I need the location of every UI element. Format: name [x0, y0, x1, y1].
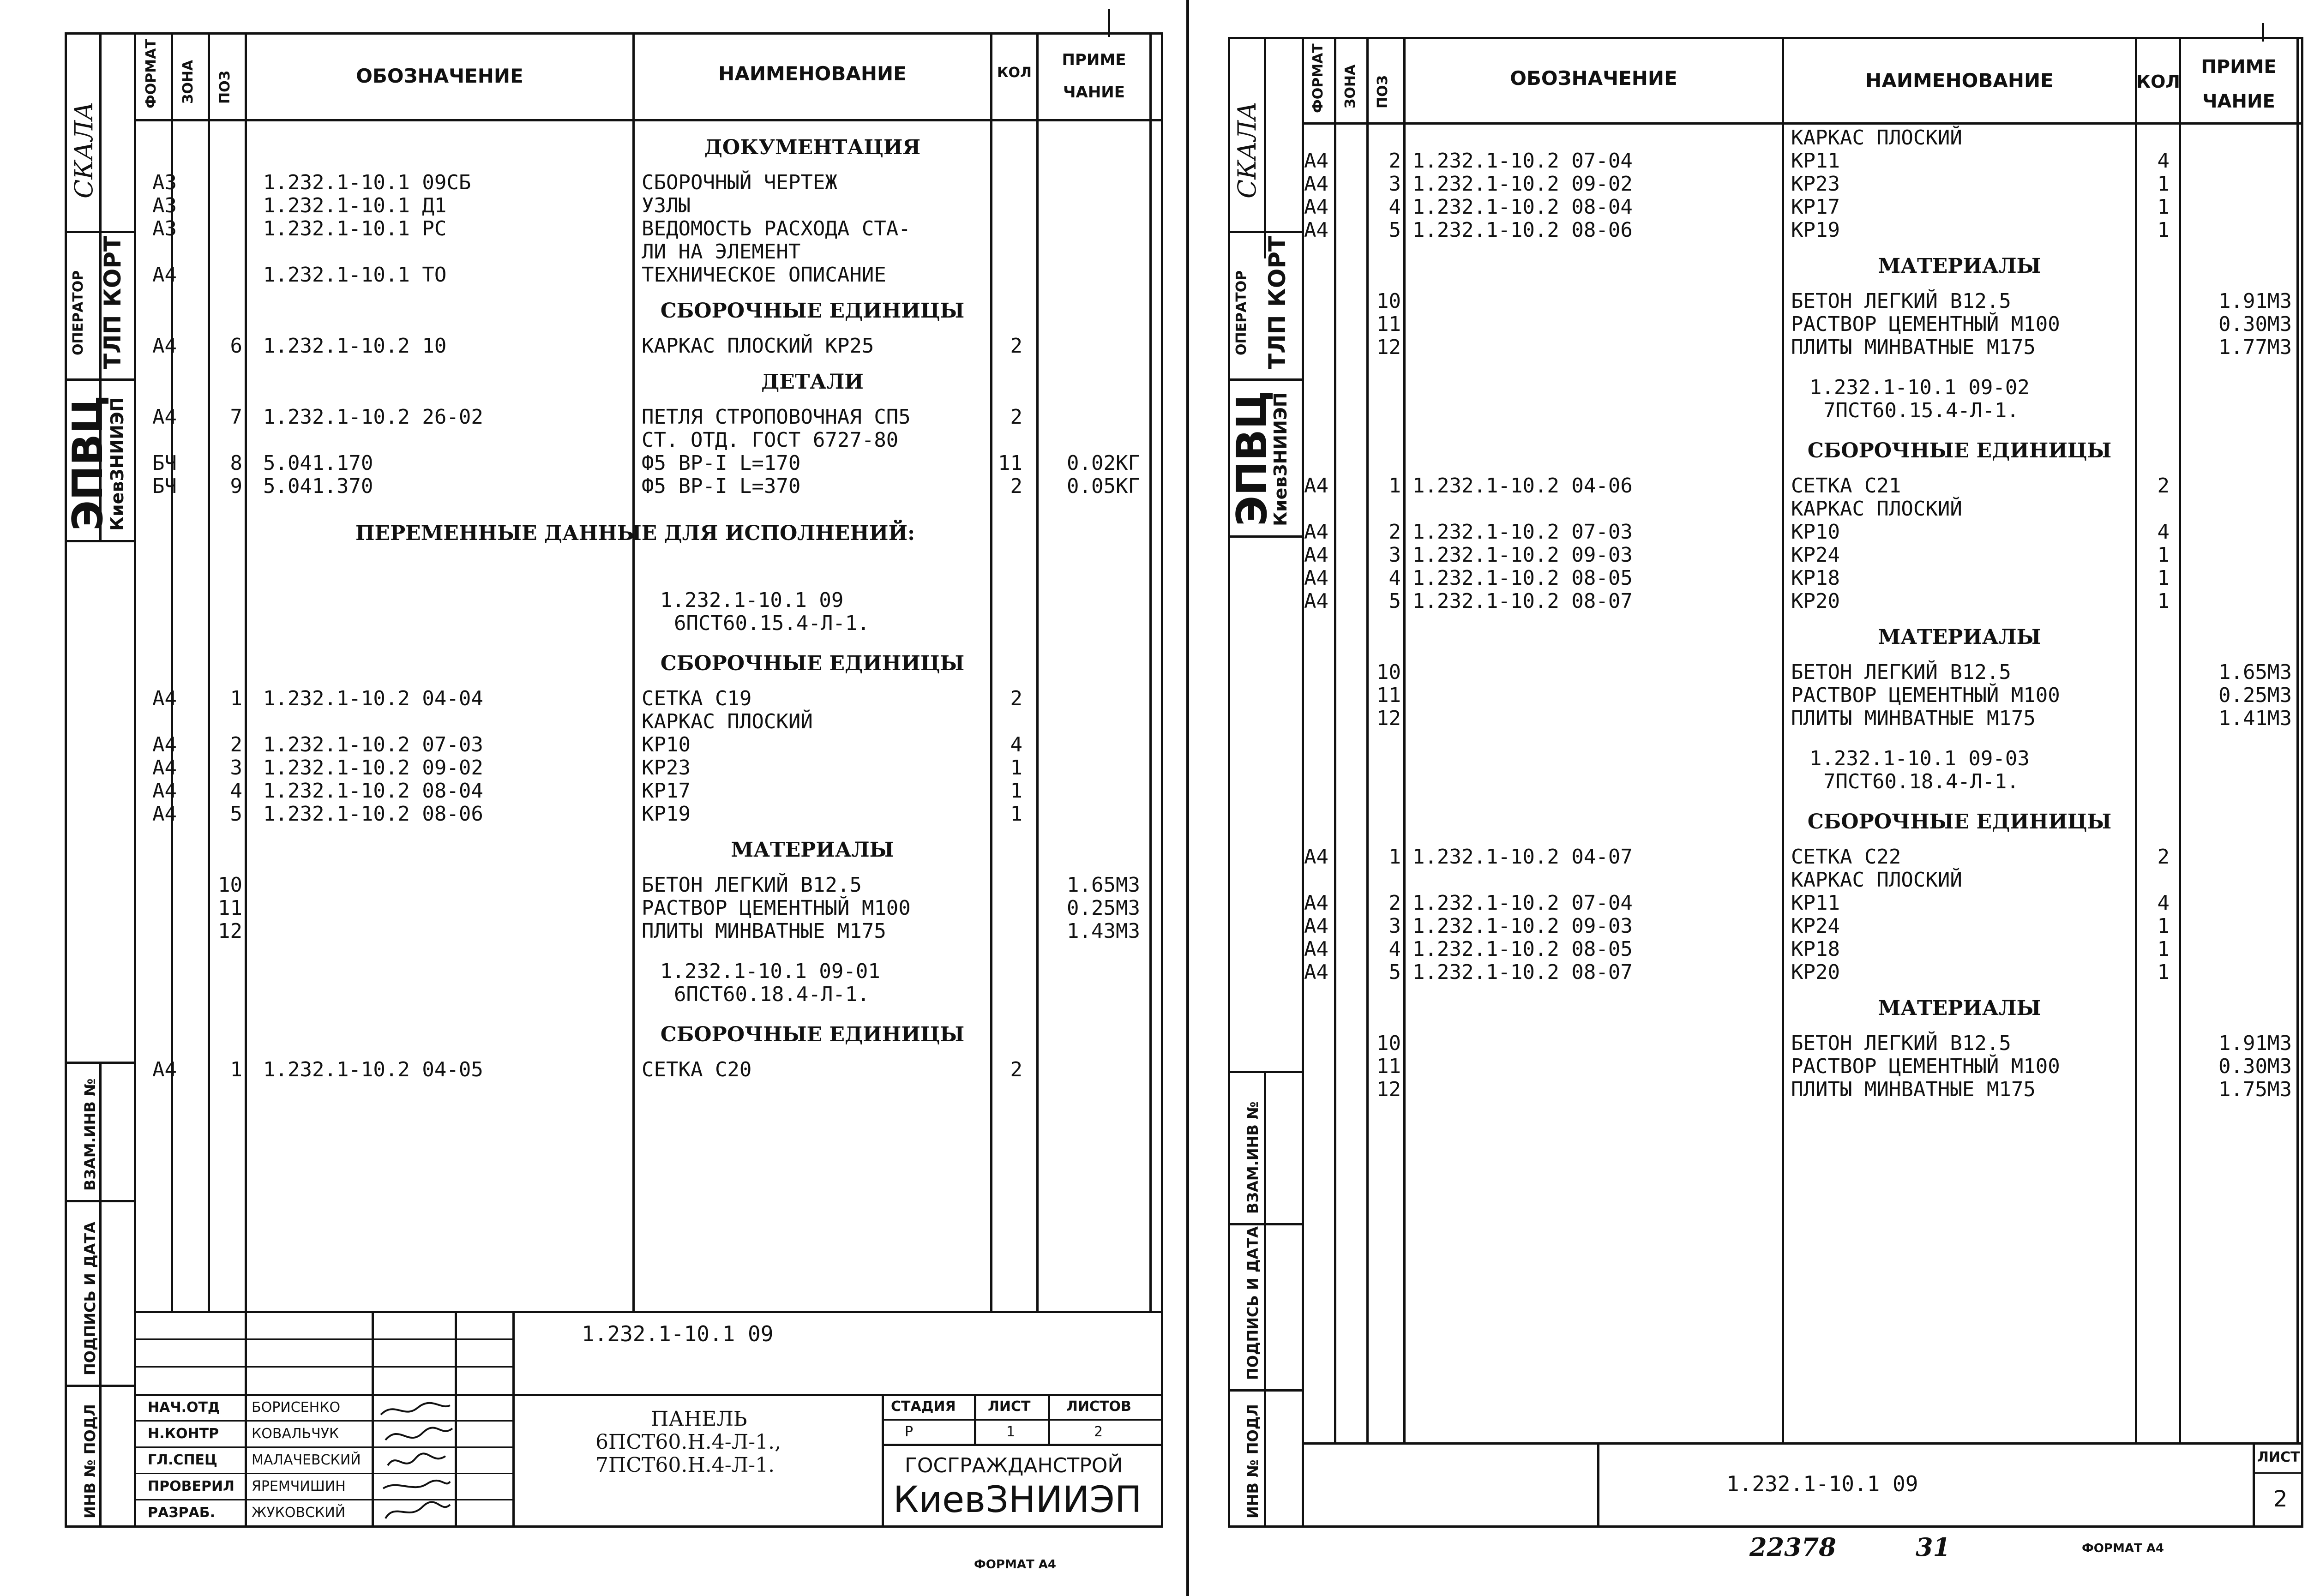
- right-tlp-label: ТЛП КОРТ: [1264, 235, 1291, 369]
- pos-cell: 12: [1376, 336, 1401, 359]
- designation-cell: 1.232.1-10.2 10: [263, 334, 447, 358]
- qty-cell: 1: [2157, 589, 2170, 613]
- qty-cell: 2: [1010, 474, 1022, 498]
- qty-cell: 1: [2157, 937, 2170, 961]
- pos-cell: 1: [230, 687, 242, 710]
- pos-cell: 5: [1388, 960, 1401, 984]
- right-header-qty: КОЛ: [2136, 72, 2180, 92]
- name-cell: Ф5 ВР-I L=170: [642, 451, 801, 475]
- designation-cell: 1.232.1-10.2 09-03: [1412, 914, 1633, 938]
- qty-cell: 2: [2157, 474, 2170, 498]
- name-cell: КР10: [642, 733, 691, 756]
- variant-line1: 1.232.1-10.1 09: [660, 588, 844, 612]
- section-heading: СБОРОЧНЫЕ ЕДИНИЦЫ: [660, 652, 965, 675]
- format-cell: А4: [152, 779, 177, 803]
- name-cell: КР20: [1791, 589, 1840, 613]
- format-cell: А4: [152, 263, 177, 287]
- format-cell: А4: [1304, 218, 1328, 242]
- designation-cell: 1.232.1-10.2 08-04: [1412, 195, 1633, 219]
- qty-cell: 2: [1010, 405, 1022, 429]
- pos-cell: 5: [1388, 218, 1401, 242]
- name-cell: ПЕТЛЯ СТРОПОВОЧНАЯ СП5: [642, 405, 911, 429]
- qty-cell: 1: [2157, 566, 2170, 590]
- pos-cell: 2: [1388, 891, 1401, 915]
- pos-cell: 10: [1376, 660, 1401, 684]
- format-cell: А4: [152, 687, 177, 710]
- right-header-pos: ПОЗ: [1375, 75, 1391, 108]
- qty-cell: 4: [2157, 891, 2170, 915]
- designation-cell: 5.041.170: [263, 451, 373, 475]
- format-cell: А3: [152, 171, 177, 194]
- name-cell: КАРКАС ПЛОСКИЙ: [1791, 868, 1962, 892]
- name-cell: РАСТВОР ЦЕМЕНТНЫЙ М100: [642, 896, 911, 920]
- pos-cell: 3: [1388, 543, 1401, 567]
- name-cell: ТЕХНИЧЕСКОЕ ОПИСАНИЕ: [642, 263, 886, 287]
- designation-cell: 1.232.1-10.2 08-06: [1412, 218, 1633, 242]
- note-cell: 1.43М3: [1067, 919, 1140, 943]
- format-cell: А4: [152, 405, 177, 429]
- pos-cell: 10: [1376, 1032, 1401, 1055]
- name-2: КОВАЛЬЧУК: [252, 1426, 339, 1442]
- section-heading: ДЕТАЛИ: [761, 370, 864, 394]
- header-designation: ОБОЗНАЧЕНИЕ: [356, 65, 523, 87]
- format-cell: А4: [1304, 845, 1328, 869]
- pos-cell: 11: [218, 896, 242, 920]
- format-cell: БЧ: [152, 474, 177, 498]
- epvc-label: ЭПВЦ: [64, 395, 112, 531]
- left-format-label: ФОРМАТ А4: [974, 1558, 1056, 1572]
- name-cell: КР19: [1791, 218, 1840, 242]
- section-heading: МАТЕРИАЛЫ: [1878, 996, 2041, 1020]
- format-cell: А4: [152, 334, 177, 358]
- name-cell: КР20: [1791, 960, 1840, 984]
- right-header-name: НАИМЕНОВАНИЕ: [1865, 69, 2054, 92]
- format-cell: А4: [1304, 172, 1328, 196]
- podpis-label: ПОДПИСЬ И ДАТА: [81, 1222, 99, 1375]
- pos-cell: 1: [1388, 845, 1401, 869]
- name-5: ЖУКОВСКИЙ: [252, 1505, 346, 1521]
- note-cell: 0.25М3: [1067, 896, 1140, 920]
- designation-cell: 1.232.1-10.2 08-07: [1412, 960, 1633, 984]
- name-cell: КР10: [1791, 520, 1840, 544]
- section-heading: МАТЕРИАЛЫ: [1878, 625, 2041, 649]
- right-inv-label: ИНВ № ПОДЛ: [1244, 1404, 1262, 1518]
- name-cell: БЕТОН ЛЕГКИЙ В12.5: [642, 873, 862, 897]
- product-line-2: 6ПСТ60.Н.4-Л-1.,: [595, 1430, 781, 1454]
- pos-cell: 2: [1388, 520, 1401, 544]
- archive-number: 22378: [1749, 1532, 1836, 1562]
- designation-cell: 1.232.1-10.2 08-07: [1412, 589, 1633, 613]
- qty-cell: 1: [2157, 543, 2170, 567]
- qty-cell: 4: [1010, 733, 1022, 756]
- qty-cell: 2: [2157, 845, 2170, 869]
- name-cell: РАСТВОР ЦЕМЕНТНЫЙ М100: [1791, 1055, 2060, 1078]
- qty-cell: 1: [2157, 172, 2170, 196]
- pos-cell: 3: [1388, 914, 1401, 938]
- right-podpis-label: ПОДПИСЬ И ДАТА: [1244, 1226, 1262, 1380]
- role-3: ГЛ.СПЕЦ: [148, 1452, 217, 1468]
- tlp-label: ТЛП КОРТ: [99, 235, 126, 369]
- header-name: НАИМЕНОВАНИЕ: [718, 62, 907, 85]
- note-cell: 0.30М3: [2218, 1055, 2292, 1078]
- section-heading: СБОРОЧНЫЕ ЕДИНИЦЫ: [660, 299, 965, 323]
- name-cell: РАСТВОР ЦЕМЕНТНЫЙ М100: [1791, 312, 2060, 336]
- pos-cell: 2: [230, 733, 242, 756]
- sheets-label: ЛИСТОВ: [1066, 1398, 1131, 1415]
- variant-line1: 1.232.1-10.1 09-01: [660, 960, 880, 983]
- note-cell: 1.41М3: [2218, 707, 2292, 730]
- pos-cell: 12: [1376, 707, 1401, 730]
- skala-label: СКАЛА: [69, 102, 98, 198]
- name-3: МАЛАЧЕВСКИЙ: [252, 1452, 361, 1468]
- right-header-format: ФОРМАТ: [1310, 43, 1326, 113]
- qty-cell: 2: [1010, 334, 1022, 358]
- format-cell: А4: [1304, 589, 1328, 613]
- designation-cell: 1.232.1-10.1 РС: [263, 217, 447, 240]
- right-header-zone: ЗОНА: [1342, 64, 1358, 108]
- sheet-label: ЛИСТ: [988, 1398, 1031, 1415]
- name-cell: ПЛИТЫ МИНВАТНЫЕ М175: [1791, 707, 2036, 730]
- name-cell: КР23: [642, 756, 691, 780]
- name-cell: ПЛИТЫ МИНВАТНЫЕ М175: [642, 919, 886, 943]
- format-cell: А3: [152, 194, 177, 217]
- format-cell: А3: [152, 217, 177, 240]
- pos-cell: 10: [1376, 289, 1401, 313]
- format-cell: А4: [1304, 149, 1328, 173]
- pos-cell: 11: [1376, 312, 1401, 336]
- variant-line1: 1.232.1-10.1 09-03: [1809, 747, 2030, 770]
- name-cell: БЕТОН ЛЕГКИЙ В12.5: [1791, 289, 2011, 313]
- designation-cell: 1.232.1-10.2 07-03: [263, 733, 483, 756]
- right-skala-label: СКАЛА: [1232, 102, 1262, 198]
- section-heading: СБОРОЧНЫЕ ЕДИНИЦЫ: [1807, 439, 2112, 462]
- name-cell: Ф5 ВР-I L=370: [642, 474, 801, 498]
- qty-cell: 1: [1010, 779, 1022, 803]
- qty-cell: 1: [1010, 802, 1022, 826]
- name-4: ЯРЕМЧИШИН: [252, 1478, 346, 1494]
- name-cell: КР19: [642, 802, 691, 826]
- pos-cell: 2: [1388, 149, 1401, 173]
- designation-cell: 1.232.1-10.1 ТО: [263, 263, 447, 287]
- product-name: ПАНЕЛЬ: [651, 1407, 747, 1431]
- pos-cell: 10: [218, 873, 242, 897]
- format-cell: БЧ: [152, 451, 177, 475]
- designation-cell: 1.232.1-10.2 04-04: [263, 687, 483, 710]
- name-cell: РАСТВОР ЦЕМЕНТНЫЙ М100: [1791, 684, 2060, 707]
- pos-cell: 5: [230, 802, 242, 826]
- signatures-image: [376, 1396, 455, 1528]
- section-heading: ДОКУМЕНТАЦИЯ: [704, 136, 921, 159]
- name-cell: ЛИ НА ЭЛЕМЕНТ: [642, 240, 801, 264]
- pos-cell: 4: [230, 779, 242, 803]
- name-cell: СЕТКА С22: [1791, 845, 1901, 869]
- qty-cell: 2: [1010, 1058, 1022, 1081]
- role-5: РАЗРАБ.: [148, 1505, 215, 1521]
- name-cell: КАРКАС ПЛОСКИЙ: [1791, 497, 1962, 521]
- name-cell: КР24: [1791, 543, 1840, 567]
- note-cell: 0.30М3: [2218, 312, 2292, 336]
- role-2: Н.КОНТР: [148, 1426, 219, 1442]
- pos-cell: 1: [1388, 474, 1401, 498]
- name-cell: КАРКАС ПЛОСКИЙ: [642, 710, 813, 733]
- designation-cell: 1.232.1-10.2 26-02: [263, 405, 483, 429]
- designation-cell: 1.232.1-10.2 08-04: [263, 779, 483, 803]
- designation-cell: 1.232.1-10.2 08-05: [1412, 566, 1633, 590]
- name-cell: БЕТОН ЛЕГКИЙ В12.5: [1791, 660, 2011, 684]
- vzam-label: ВЗАМ.ИНВ №: [81, 1078, 99, 1191]
- right-header-note-2: ЧАНИЕ: [2202, 91, 2275, 112]
- operator-label: ОПЕРАТОР: [70, 270, 86, 355]
- name-cell: КАРКАС ПЛОСКИЙ КР25: [642, 334, 874, 358]
- note-cell: 1.75М3: [2218, 1078, 2292, 1101]
- left-doc-code: 1.232.1-10.1 09: [582, 1321, 774, 1346]
- note-cell: 0.02КГ: [1067, 451, 1140, 475]
- qty-cell: 2: [1010, 687, 1022, 710]
- format-cell: А4: [152, 756, 177, 780]
- name-1: БОРИСЕНКО: [252, 1399, 341, 1416]
- format-cell: А4: [152, 733, 177, 756]
- name-cell: КР18: [1791, 566, 1840, 590]
- name-cell: ПЛИТЫ МИНВАТНЫЕ М175: [1791, 336, 2036, 359]
- qty-cell: 1: [2157, 195, 2170, 219]
- designation-cell: 1.232.1-10.2 04-06: [1412, 474, 1633, 498]
- header-pos: ПОЗ: [217, 71, 233, 104]
- right-format-label: ФОРМАТ А4: [2082, 1542, 2164, 1555]
- format-cell: А4: [1304, 891, 1328, 915]
- kiev-label: КиевЗНИИЭП: [107, 397, 127, 531]
- name-cell: СБОРОЧНЫЙ ЧЕРТЕЖ: [642, 171, 837, 194]
- designation-cell: 1.232.1-10.2 09-02: [1412, 172, 1633, 196]
- format-cell: А4: [152, 802, 177, 826]
- note-cell: 0.05КГ: [1067, 474, 1140, 498]
- designation-cell: 1.232.1-10.2 07-04: [1412, 149, 1633, 173]
- right-kiev-label: КиевЗНИИЭП: [1270, 392, 1291, 526]
- designation-cell: 1.232.1-10.1 Д1: [263, 194, 447, 217]
- variant-line1: 1.232.1-10.1 09-02: [1809, 376, 2030, 399]
- pos-cell: 4: [1388, 195, 1401, 219]
- variant-line2: 6ПСТ60.18.4-Л-1.: [674, 983, 870, 1006]
- note-cell: 1.65М3: [2218, 660, 2292, 684]
- designation-cell: 1.232.1-10.2 08-06: [263, 802, 483, 826]
- pos-cell: 3: [230, 756, 242, 780]
- note-cell: 0.25М3: [2218, 684, 2292, 707]
- name-cell: СЕТКА С19: [642, 687, 752, 710]
- name-cell: СТ. ОТД. ГОСТ 6727-80: [642, 428, 899, 452]
- format-cell: А4: [1304, 474, 1328, 498]
- right-sheet-value: 2: [2273, 1486, 2288, 1512]
- format-cell: А4: [1304, 520, 1328, 544]
- qty-cell: 1: [2157, 218, 2170, 242]
- name-cell: УЗЛЫ: [642, 194, 691, 217]
- format-cell: А4: [1304, 960, 1328, 984]
- pos-cell: 11: [1376, 1055, 1401, 1078]
- variant-line2: 6ПСТ60.15.4-Л-1.: [674, 612, 870, 635]
- right-sheet-label: ЛИСТ: [2257, 1449, 2300, 1465]
- name-cell: КР11: [1791, 891, 1840, 915]
- format-cell: А4: [1304, 195, 1328, 219]
- format-cell: А4: [1304, 566, 1328, 590]
- name-cell: СЕТКА С20: [642, 1058, 752, 1081]
- pos-cell: 5: [1388, 589, 1401, 613]
- name-cell: КР11: [1791, 149, 1840, 173]
- format-cell: А4: [1304, 937, 1328, 961]
- pos-cell: 7: [230, 405, 242, 429]
- header-note-1: ПРИМЕ: [1062, 51, 1126, 69]
- role-4: ПРОВЕРИЛ: [148, 1478, 234, 1494]
- pos-cell: 4: [1388, 937, 1401, 961]
- variant-line2: 7ПСТ60.18.4-Л-1.: [1823, 770, 2019, 793]
- right-vzam-label: ВЗАМ.ИНВ №: [1244, 1101, 1262, 1214]
- note-cell: 1.65М3: [1067, 873, 1140, 897]
- pos-cell: 12: [1376, 1078, 1401, 1101]
- pos-cell: 4: [1388, 566, 1401, 590]
- sheet-value: 1: [1006, 1424, 1016, 1440]
- page-divider: [1186, 0, 1189, 1596]
- pos-cell: 1: [230, 1058, 242, 1081]
- sheets-value: 2: [1094, 1424, 1103, 1440]
- pos-cell: 6: [230, 334, 242, 358]
- designation-cell: 1.232.1-10.2 08-05: [1412, 937, 1633, 961]
- stage-value: Р: [905, 1424, 914, 1440]
- name-cell: СЕТКА С21: [1791, 474, 1901, 498]
- product-line-3: 7ПСТ60.Н.4-Л-1.: [595, 1453, 775, 1477]
- qty-cell: 1: [1010, 756, 1022, 780]
- pos-cell: 12: [218, 919, 242, 943]
- pos-cell: 3: [1388, 172, 1401, 196]
- qty-cell: 1: [2157, 960, 2170, 984]
- pos-cell: 11: [1376, 684, 1401, 707]
- pos-cell: 8: [230, 451, 242, 475]
- designation-cell: 1.232.1-10.2 09-02: [263, 756, 483, 780]
- name-cell: БЕТОН ЛЕГКИЙ В12.5: [1791, 1032, 2011, 1055]
- qty-cell: 4: [2157, 149, 2170, 173]
- org-2: КиевЗНИИЭП: [893, 1479, 1142, 1521]
- name-cell: КР17: [1791, 195, 1840, 219]
- header-zone: ЗОНА: [180, 60, 196, 104]
- designation-cell: 1.232.1-10.2 04-07: [1412, 845, 1633, 869]
- note-cell: 1.91М3: [2218, 1032, 2292, 1055]
- name-cell: ВЕДОМОСТЬ РАСХОДА СТА-: [642, 217, 911, 240]
- format-cell: А4: [1304, 914, 1328, 938]
- designation-cell: 5.041.370: [263, 474, 373, 498]
- name-cell: КАРКАС ПЛОСКИЙ: [1791, 126, 1962, 150]
- designation-cell: 1.232.1-10.1 09СБ: [263, 171, 471, 194]
- designation-cell: 1.232.1-10.2 09-03: [1412, 543, 1633, 567]
- right-header-designation: ОБОЗНАЧЕНИЕ: [1510, 67, 1677, 90]
- right-doc-code: 1.232.1-10.1 09: [1726, 1471, 1918, 1496]
- name-cell: КР17: [642, 779, 691, 803]
- inv-label: ИНВ № ПОДЛ: [81, 1404, 99, 1518]
- header-note-2: ЧАНИЕ: [1063, 83, 1125, 102]
- qty-cell: 4: [2157, 520, 2170, 544]
- format-cell: А4: [152, 1058, 177, 1081]
- org-1: ГОСГРАЖДАНСТРОЙ: [905, 1454, 1123, 1477]
- designation-cell: 1.232.1-10.2 07-04: [1412, 891, 1633, 915]
- section-heading: СБОРОЧНЫЕ ЕДИНИЦЫ: [1807, 810, 2112, 834]
- role-1: НАЧ.ОТД: [148, 1399, 220, 1416]
- header-qty: КОЛ: [997, 65, 1032, 81]
- right-header-note-1: ПРИМЕ: [2201, 56, 2277, 78]
- pos-cell: 9: [230, 474, 242, 498]
- note-cell: 1.77М3: [2218, 336, 2292, 359]
- right-epvc-label: ЭПВЦ: [1228, 390, 1276, 526]
- variant-line2: 7ПСТ60.15.4-Л-1.: [1823, 399, 2019, 422]
- section-heading: МАТЕРИАЛЫ: [1878, 254, 2041, 278]
- name-cell: КР24: [1791, 914, 1840, 938]
- format-cell: А4: [1304, 543, 1328, 567]
- archive-page: 31: [1916, 1532, 1951, 1562]
- name-cell: КР23: [1791, 172, 1840, 196]
- stage-label: СТАДИЯ: [891, 1398, 956, 1415]
- header-format: ФОРМАТ: [143, 39, 159, 108]
- note-cell: 1.91М3: [2218, 289, 2292, 313]
- designation-cell: 1.232.1-10.2 07-03: [1412, 520, 1633, 544]
- section-heading: МАТЕРИАЛЫ: [731, 838, 894, 862]
- name-cell: КР18: [1791, 937, 1840, 961]
- qty-cell: 1: [2157, 914, 2170, 938]
- variable-data-heading: ПЕРЕМЕННЫЕ ДАННЫЕ ДЛЯ ИСПОЛНЕНИЙ:: [355, 522, 915, 545]
- section-heading: СБОРОЧНЫЕ ЕДИНИЦЫ: [660, 1023, 965, 1046]
- qty-cell: 11: [998, 451, 1022, 475]
- name-cell: ПЛИТЫ МИНВАТНЫЕ М175: [1791, 1078, 2036, 1101]
- right-operator-label: ОПЕРАТОР: [1233, 270, 1250, 355]
- designation-cell: 1.232.1-10.2 04-05: [263, 1058, 483, 1081]
